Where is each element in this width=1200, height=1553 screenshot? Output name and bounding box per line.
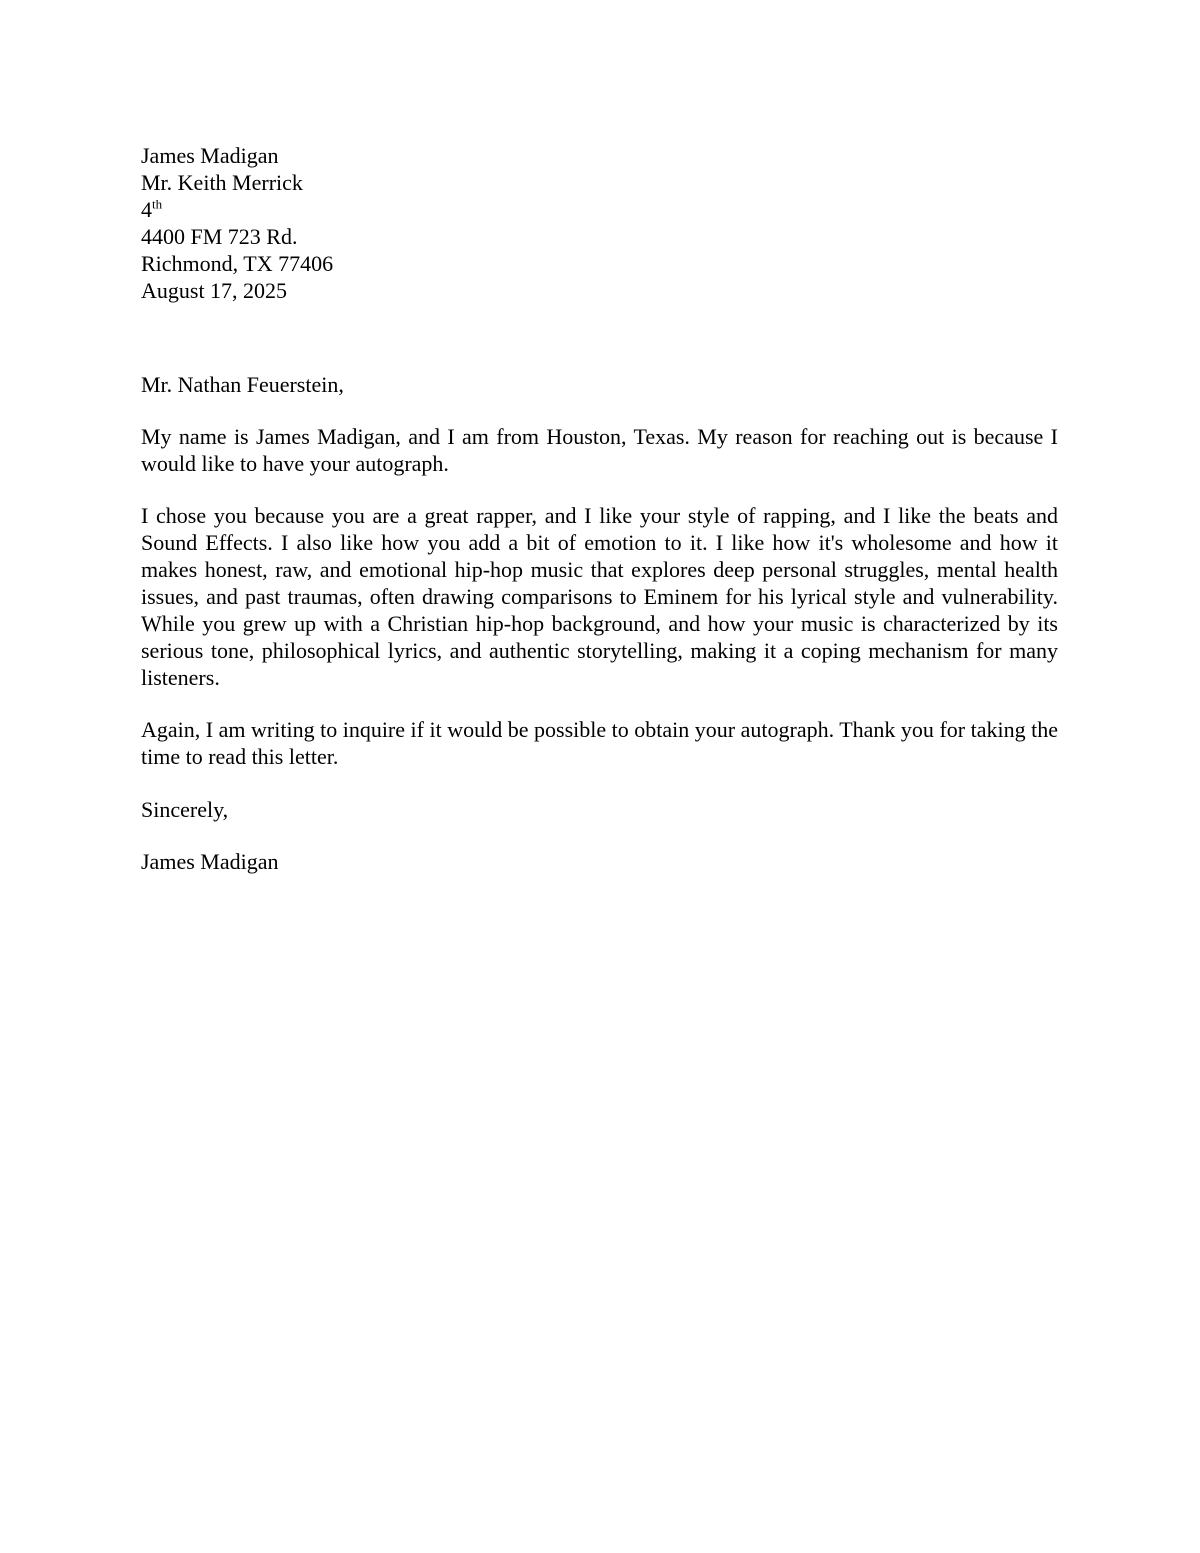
letter-content [141, 142, 1058, 875]
grade-number: 4 [141, 197, 152, 222]
sender-name: James Madigan [141, 143, 279, 168]
closing: Sincerely, [141, 797, 229, 822]
signature: James Madigan [141, 849, 279, 874]
street-address: 4400 FM 723 Rd. [141, 224, 298, 249]
sender-block [141, 142, 1058, 304]
city-state-zip: Richmond, TX 77406 [141, 251, 334, 276]
recipient-line: Mr. Keith Merrick [141, 170, 303, 195]
salutation: Mr. Nathan Feuerstein, [141, 372, 344, 397]
body-paragraph-intro: My name is James Madigan, and I am from Houston, Texas. My reason for reaching out is because I would like to have your autograph. [141, 424, 1058, 476]
letter-date: August 17, 2025 [141, 278, 288, 303]
body-paragraph-request: Again, I am writing to inquire if it would be possible to obtain your autograph. Thank you for taking the time to read this letter. [141, 717, 1058, 769]
grade-suffix: th [152, 196, 163, 212]
grade-line [141, 196, 1058, 223]
body-paragraph-reasons: I chose you because you are a great rapper, and I like your style of rapping, and I like the beats and Sound Effects. I also like how you add a bit of emotion to it. I like how it's wholesome and how it makes honest, raw, and emotional hip-hop music that explores deep personal struggles, mental health issues, and past traumas, often drawing comparisons to Eminem for his lyrical style and vulnerability. While you grew up with a Christian hip-hop background, and how your music is characterized by its serious tone, philosophical lyrics, and authentic storytelling, making it a coping mechanism for many listeners. [141, 503, 1058, 690]
